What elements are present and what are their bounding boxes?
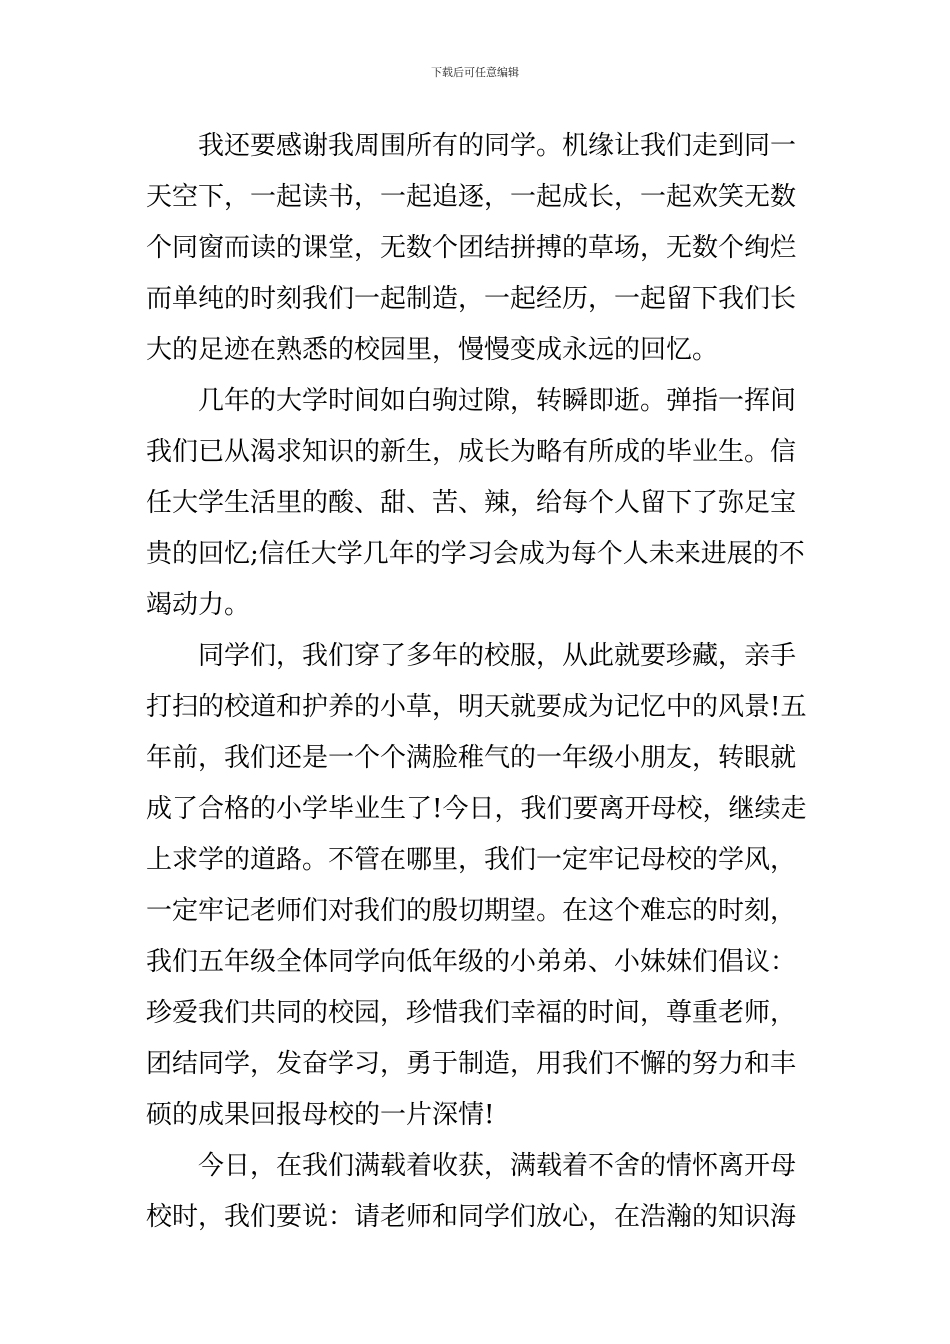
text-line: 硕的成果回报母校的一片深情! (146, 1100, 495, 1130)
text-line: 而单纯的时刻我们一起制造，一起经历，一起留下我们长 (146, 284, 797, 314)
text-line: 大的足迹在熟悉的校园里，慢慢变成永远的回忆。 (146, 335, 719, 365)
text-line: 一定牢记老师们对我们的殷切期望。在这个难忘的时刻， (146, 896, 797, 926)
text-line: 我们五年级全体同学向低年级的小弟弟、小妹妹们倡议： (146, 947, 797, 977)
text-line: 团结同学，发奋学习，勇于制造，用我们不懈的努力和丰 (146, 1049, 797, 1079)
page-header-note: 下载后可任意编辑 (431, 66, 519, 79)
text-line: 同学们，我们穿了多年的校服，从此就要珍藏，亲手 (198, 641, 797, 671)
text-line: 上求学的道路。不管在哪里，我们一定牢记母校的学风， (146, 845, 797, 875)
text-line: 天空下，一起读书，一起追逐，一起成长，一起欢笑无数 (146, 182, 797, 212)
text-line: 校时，我们要说：请老师和同学们放心，在浩瀚的知识海 (146, 1202, 797, 1232)
text-line: 我还要感谢我周围所有的同学。机缘让我们走到同一 (198, 131, 797, 161)
text-line: 年前，我们还是一个个满脸稚气的一年级小朋友，转眼就 (146, 743, 797, 773)
text-line: 今日，在我们满载着收获，满载着不舍的情怀离开母 (198, 1151, 797, 1181)
text-line: 珍爱我们共同的校园，珍惜我们幸福的时间，尊重老师， (146, 998, 797, 1028)
text-line: 打扫的校道和护养的小草，明天就要成为记忆中的风景!五 (146, 692, 807, 722)
text-line: 我们已从渴求知识的新生，成长为略有所成的毕业生。信 (146, 437, 797, 467)
text-line: 贵的回忆;信任大学几年的学习会成为每个人未来进展的不 (146, 539, 805, 569)
text-line: 几年的大学时间如白驹过隙，转瞬即逝。弹指一挥间 (198, 386, 797, 416)
text-line: 竭动力。 (146, 590, 251, 620)
text-line: 成了合格的小学毕业生了!今日，我们要离开母校，继续走 (146, 794, 807, 824)
text-line: 个同窗而读的课堂，无数个团结拼搏的草场，无数个绚烂 (146, 233, 797, 263)
text-line: 任大学生活里的酸、甜、苦、辣，给每个人留下了弥足宝 (146, 488, 797, 518)
